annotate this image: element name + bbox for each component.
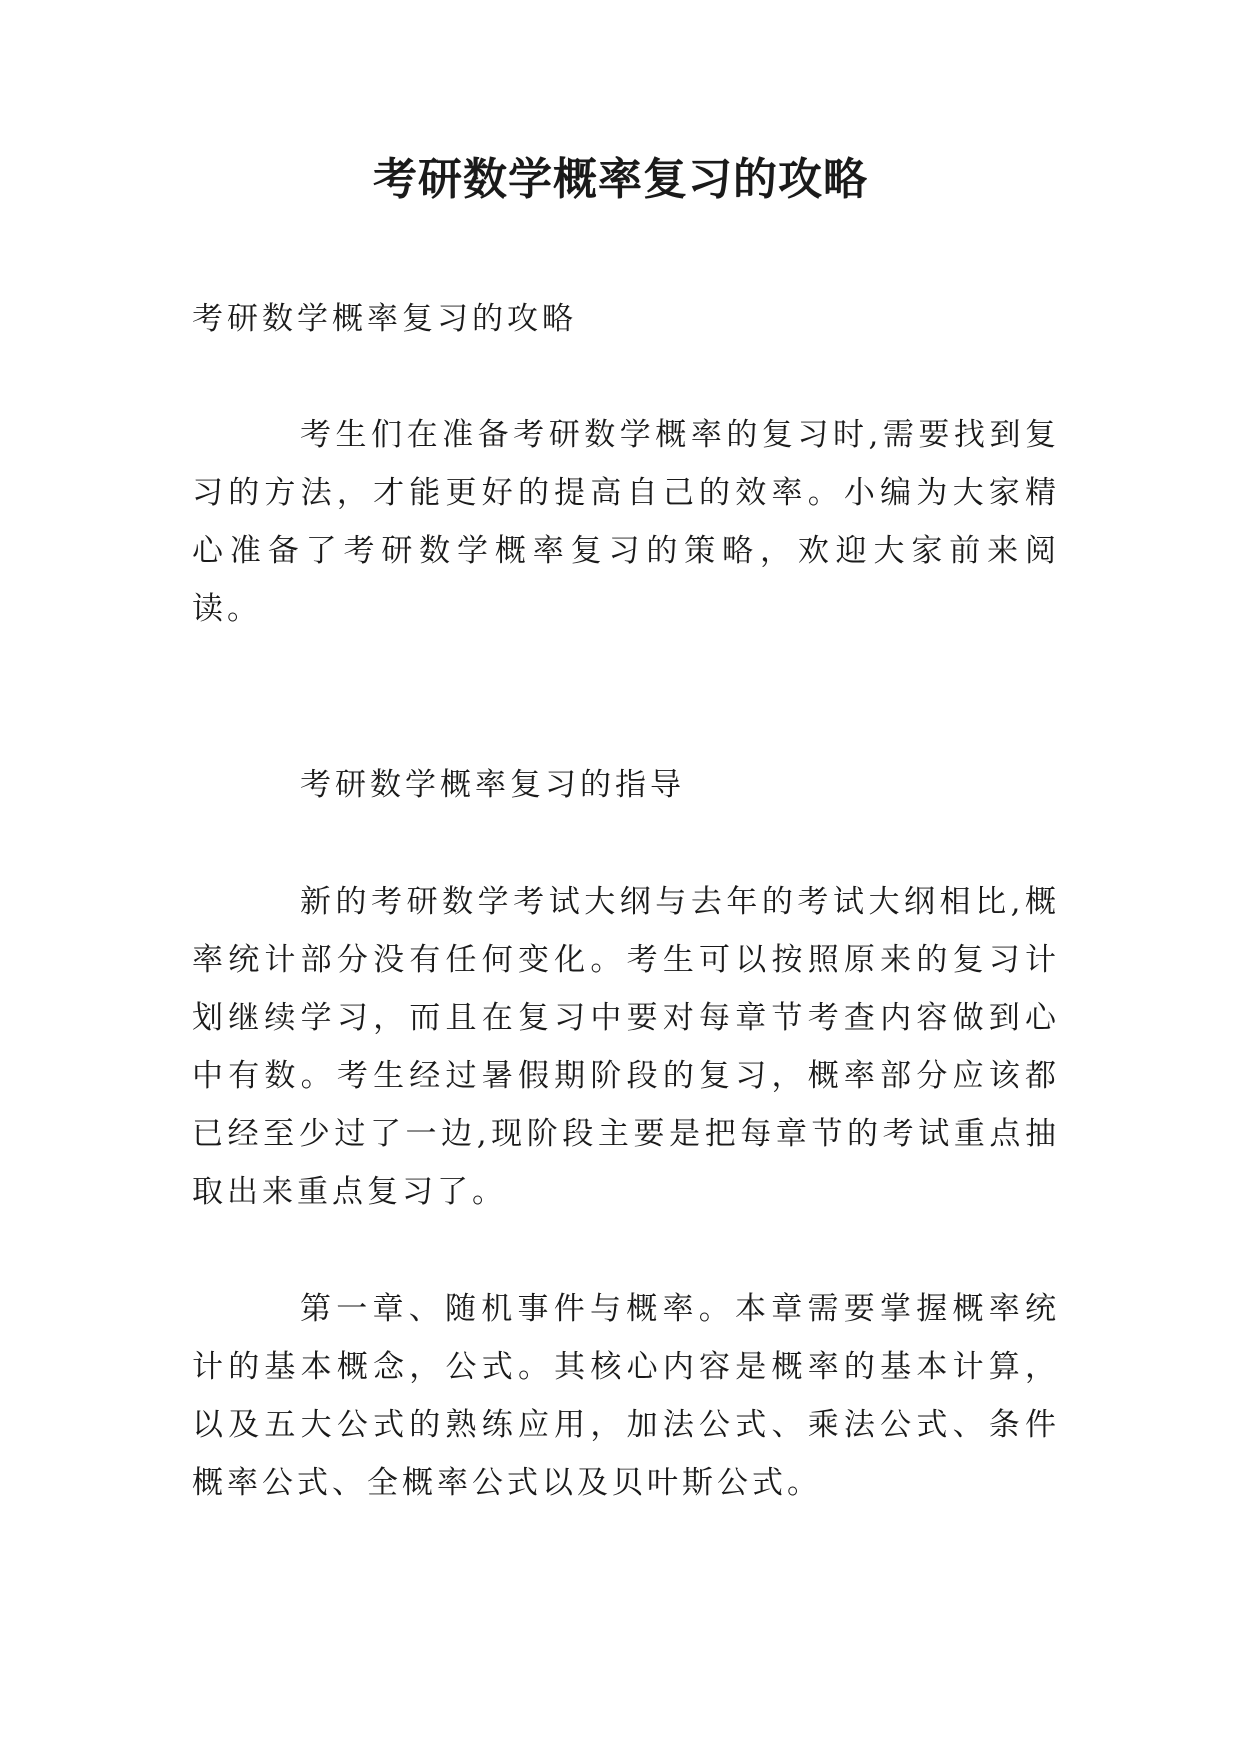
section-heading: 考研数学概率复习的指导 — [300, 767, 685, 803]
document-title: 考研数学概率复习的攻略 — [373, 154, 868, 205]
intro-paragraph: 考生们在准备考研数学概率的复习时,需要找到复习的方法，才能更好的提高自己的效率。小编为大家精心准备了考研数学概率复习的策略，欢迎大家前来阅读。 — [192, 417, 1060, 627]
guidance-paragraph: 新的考研数学考试大纲与去年的考试大纲相比,概率统计部分没有任何变化。考生可以按照原来的复习计划继续学习，而且在复习中要对每章节考查内容做到心中有数。考生经过暑假期阶段的复习，概率部分应该都已经至少过了一边,现阶段主要是把每章节的考试重点抽取出来重点复习了。 — [192, 884, 1060, 1210]
document-subtitle: 考研数学概率复习的攻略 — [192, 301, 577, 337]
chapter-one-paragraph: 第一章、随机事件与概率。本章需要掌握概率统计的基本概念，公式。其核心内容是概率的基本计算，以及五大公式的熟练应用，加法公式、乘法公式、条件概率公式、全概率公式以及贝叶斯公式。 — [192, 1291, 1060, 1501]
